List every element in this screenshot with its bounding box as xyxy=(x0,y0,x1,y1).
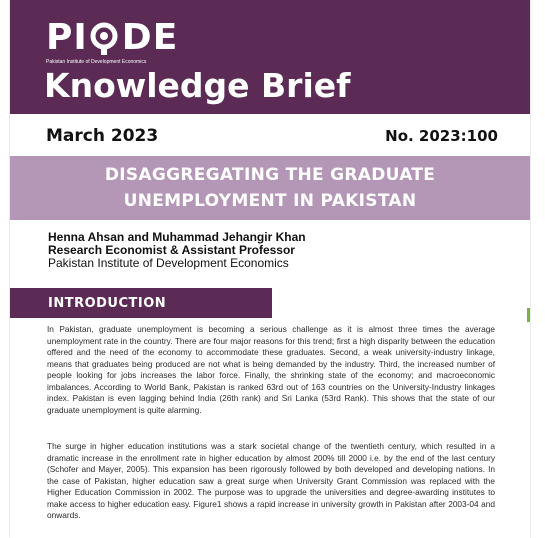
paragraph-2: The surge in higher education institutions was a stark societal change of the twentieth century, which resulted in a dramatic increase in the enrollment rate in higher education by almost 200% till 2000 i.e. by the end of the last century (Schofer and Mayer, 2005). This expansion has been rigorously followed by both developed and developing nations. In the case of Pakistan, higher education saw a great surge when University Grant Commission was replaced with the Higher Education Commission in 2002. The purpose was to upgrade the universities and degree-awarding institutes to make access to higher education easy. Figure1 shows a rapid increase in university growth in Pakistan after 2003-04 and onwards. xyxy=(47,441,495,520)
title-band xyxy=(10,156,530,220)
pide-logo: P I D E xyxy=(46,17,179,58)
paragraph-1: In Pakistan, graduate unemployment is becoming a serious challenge as it is almost three times the average unemployment rate in the country. There are four major reasons for this trend; first a high disparity between the education offered and the need of the economy to accommodate these graduates. Second, a weak university-industry linkage, means that graduates being produced are not what is being demanded by the industry. Third, the increased number of people looking for jobs increases the labor force. Finally, the shrinking state of the economy; and macroeconomic imbalances. According to World Bank, Pakistan is ranked 63rd out of 163 countries on the University-Industry linkages index. Pakistan is even lagging behind India (26th rank) and Sri Lanka (53rd Rank). This shows that the state of our graduate unemployment is quite alarming. xyxy=(47,324,495,415)
issue-number: No. 2023:100 xyxy=(385,127,498,145)
title-line-2: UNEMPLOYMENT IN PAKISTAN xyxy=(123,191,417,211)
logo-subtitle: Pakistan Institute of Development Economics xyxy=(46,59,147,65)
brief-title: Knowledge Brief xyxy=(44,66,351,105)
author-block xyxy=(48,231,306,270)
meta-row xyxy=(46,126,498,146)
issue-date: March 2023 xyxy=(46,126,159,146)
document-page xyxy=(10,0,530,538)
header-banner xyxy=(10,0,530,114)
author-institution: Pakistan Institute of Development Economics xyxy=(48,256,289,270)
title-line-1: DISAGGREGATING THE GRADUATE xyxy=(104,165,436,185)
author-names: Henna Ahsan and Muhammad Jehangir Khan xyxy=(48,230,306,244)
section-heading: INTRODUCTION xyxy=(48,295,167,311)
magnifier-logo-icon xyxy=(89,21,121,55)
side-marker xyxy=(527,308,530,322)
author-roles: Research Economist & Assistant Professor xyxy=(48,243,295,257)
section-heading-bar xyxy=(10,288,272,318)
